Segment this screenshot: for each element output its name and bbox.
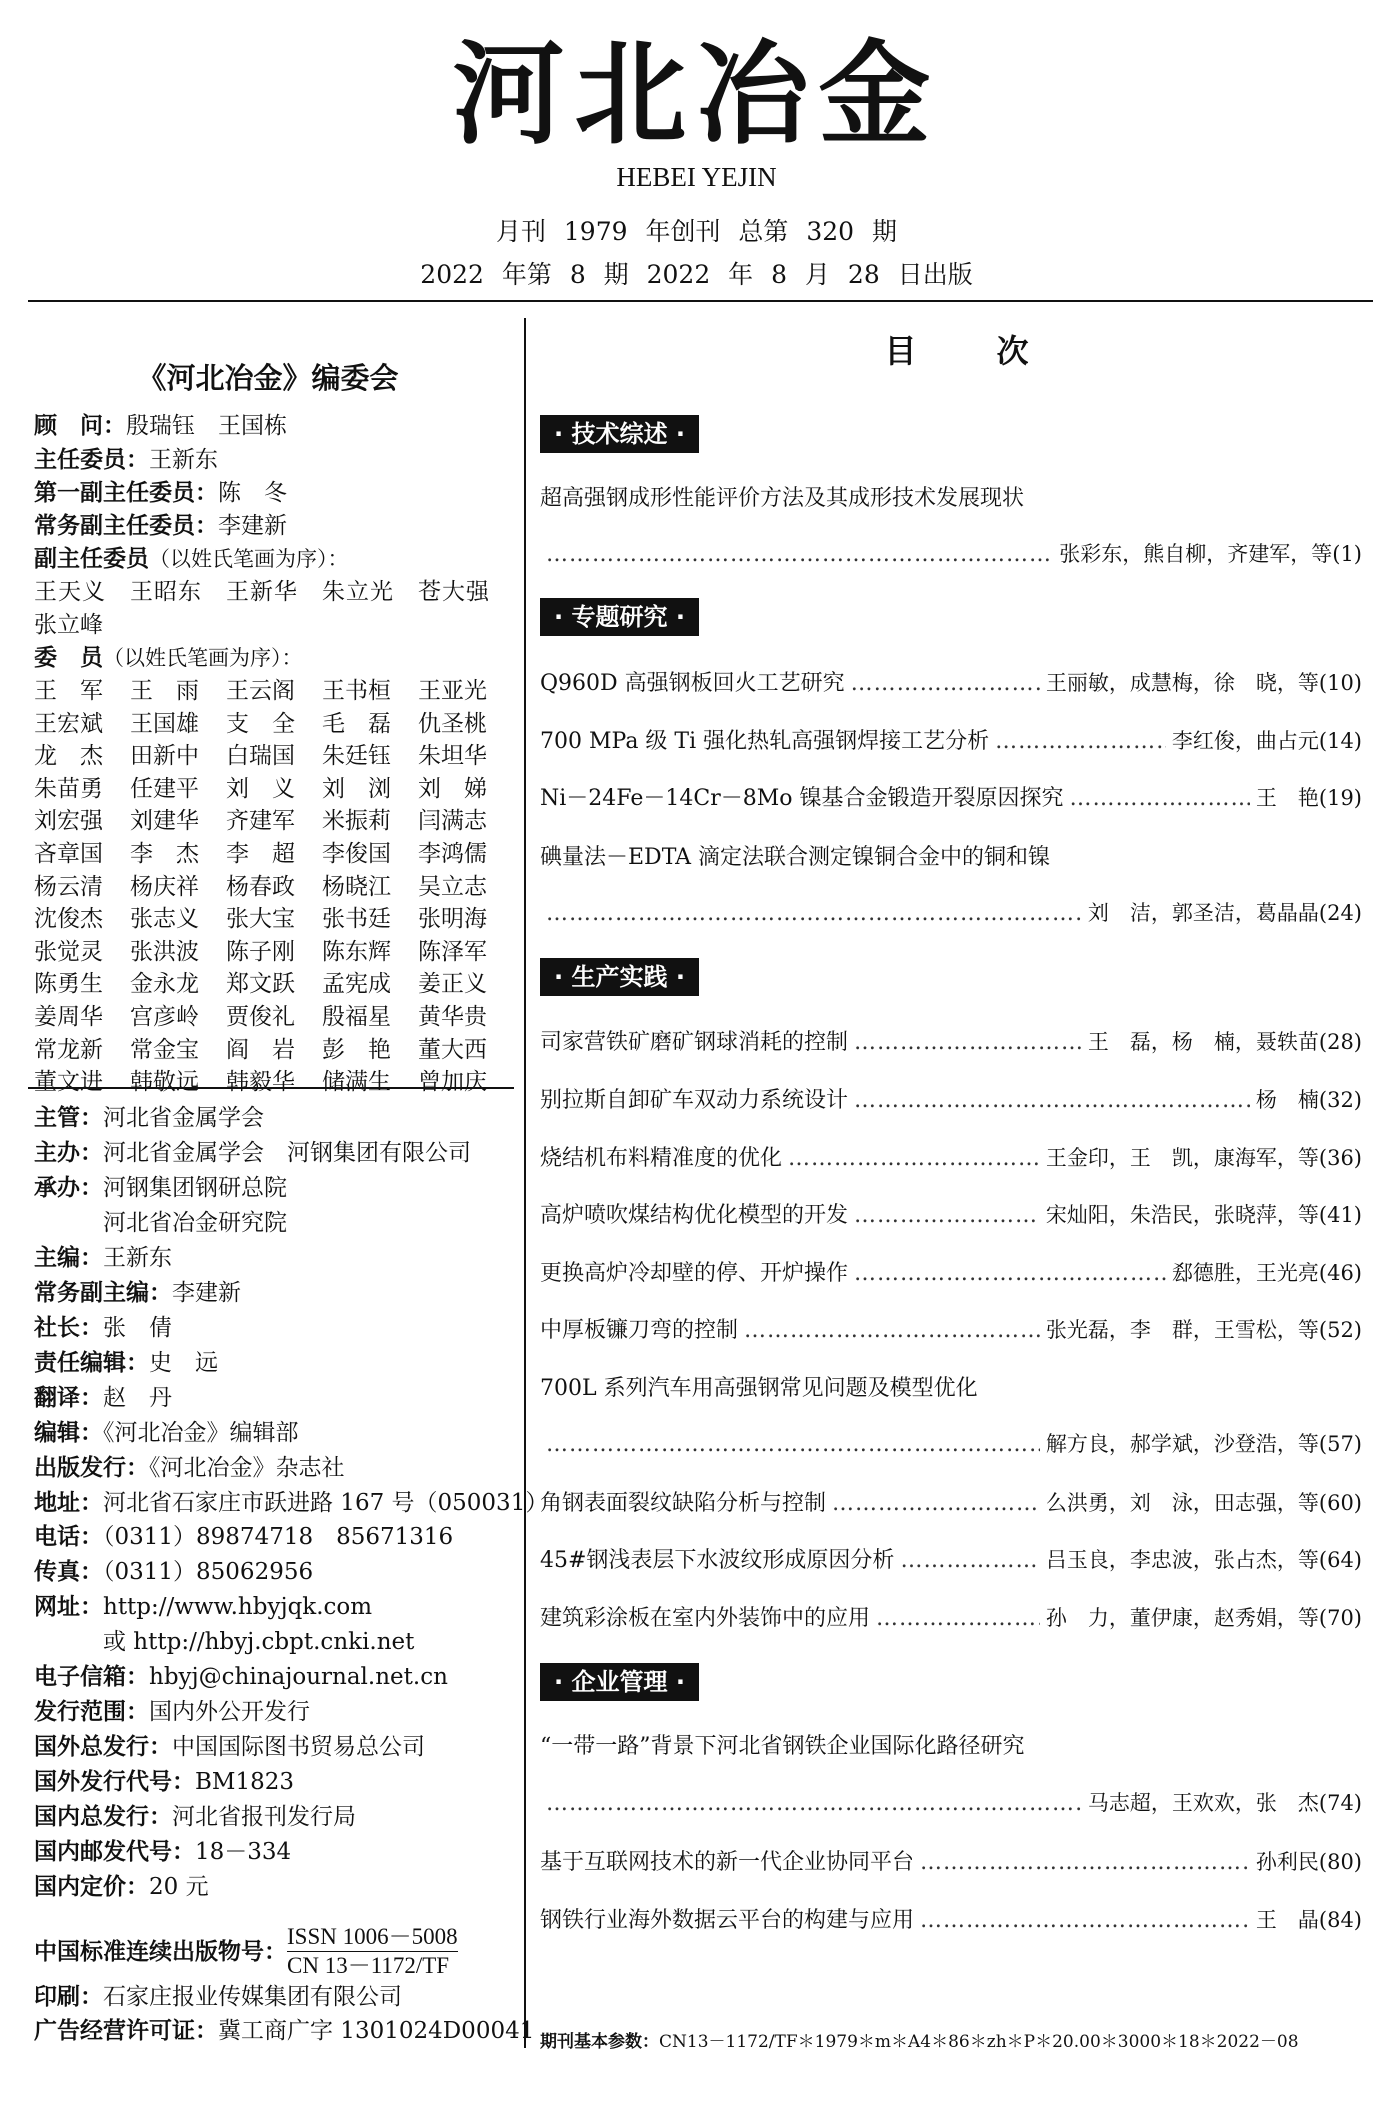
member-name: 朱苗勇: [34, 775, 103, 802]
info-label: 出版发行：: [34, 1454, 149, 1481]
info-value: 《河北冶金》编辑部: [103, 1419, 299, 1446]
member-name: 刘建华: [130, 808, 199, 835]
info-row: [34, 1243, 172, 1273]
toc-entry-16-title[interactable]: “一带一路”背景下河北省钢铁企业国际化路径研究: [540, 1734, 1025, 1759]
entry-authors: 吕玉良，李忠波，张占杰，等(64): [1045, 1548, 1362, 1572]
info-label: 国外发行代号：: [34, 1769, 195, 1796]
info-row: [34, 1453, 345, 1483]
print-row: [34, 1982, 402, 2012]
board-title: 《河北冶金》编委会: [137, 361, 399, 395]
member-name: 殷福星: [322, 1003, 391, 1030]
member-name: 董大西: [418, 1036, 487, 1063]
members-grid: [34, 675, 514, 1099]
toc-entry-1-title[interactable]: 超高强钢成形性能评价方法及其成形技术发展现状: [540, 486, 1025, 511]
entry-title: Q960D 高强钢板回火工艺研究: [540, 671, 845, 696]
member-name: 沈俊杰: [34, 906, 103, 933]
entry-authors: 孙利民(80): [1255, 1850, 1362, 1874]
info-value: 赵 丹: [103, 1384, 172, 1411]
toc-entry-10[interactable]: [540, 1256, 1362, 1287]
info-value: （0311）85062956: [103, 1559, 314, 1586]
info-row: [34, 1418, 299, 1448]
journal-parameters: [540, 2027, 1299, 2052]
member-name: 杨晓江: [322, 873, 391, 900]
info-label: 主办：: [34, 1140, 103, 1166]
info-label: 编辑：: [34, 1419, 103, 1446]
toc-entry-12[interactable]: [540, 1428, 1362, 1458]
vice-label: 副主任委员: [34, 546, 149, 572]
exec-vice-label: 常务副主任委员：: [34, 513, 218, 539]
member-name: 陈子刚: [226, 938, 295, 965]
params-label: 期刊基本参数：: [540, 2032, 659, 2052]
section-special-research: · 专题研究 ·: [540, 598, 699, 636]
member-name: 张明海: [418, 906, 487, 933]
info-value: 史 远: [149, 1349, 218, 1376]
info-row: [34, 1557, 313, 1587]
print-value: 石家庄报业传媒集团有限公司: [103, 1984, 402, 2010]
member-name: 金永龙: [130, 971, 199, 998]
toc-entry-4[interactable]: [540, 781, 1362, 812]
info-row: [34, 1208, 287, 1238]
section-tech-review: · 技术综述 ·: [540, 415, 699, 453]
info-value: 王新东: [103, 1244, 172, 1271]
member-name: 刘 娣: [418, 775, 487, 802]
members-label: 委 员: [34, 645, 103, 671]
info-row: [34, 1592, 372, 1622]
info-value: BM1823: [195, 1769, 294, 1796]
ad-row: [34, 2016, 534, 2046]
toc-entry-17[interactable]: [540, 1845, 1362, 1876]
journal-subtitle: HEBEI YEJIN: [616, 162, 777, 192]
info-label: 国内定价：: [34, 1873, 149, 1900]
member-name: 常金宝: [130, 1036, 199, 1063]
member-name: 阎 岩: [226, 1036, 295, 1063]
member-name: 支 全: [226, 710, 295, 737]
toc-title: 目次: [884, 332, 1109, 370]
member-name: 任建平: [130, 775, 199, 802]
info-value: 河北省金属学会: [103, 1105, 264, 1131]
info-label: 电话：: [34, 1524, 103, 1551]
info-label: 电子信箱：: [34, 1664, 149, 1691]
member-name: 王书桓: [322, 678, 391, 704]
info-label: 国外总发行：: [34, 1734, 172, 1761]
top-divider: [28, 300, 1373, 302]
info-row: [34, 1488, 548, 1518]
chair-row: [34, 445, 218, 475]
toc-entry-2[interactable]: [540, 666, 1362, 697]
info-value: 张 倩: [103, 1314, 172, 1341]
info-row: [34, 1103, 264, 1133]
vice-header-row: [34, 544, 349, 574]
issn-block: [287, 1923, 458, 1980]
leader-dots: [920, 1850, 1250, 1875]
leader-dots: [854, 1088, 1250, 1113]
toc-entry-12-title[interactable]: 700L 系列汽车用高强钢常见问题及模型优化: [540, 1376, 978, 1401]
entry-authors: 张光磊，李 群，王雪松，等(52): [1045, 1318, 1362, 1342]
info-row: [34, 1627, 414, 1657]
member-name: 彭 艳: [322, 1036, 391, 1063]
info-label: 翻译：: [34, 1384, 103, 1411]
section-enterprise-management: · 企业管理 ·: [540, 1663, 699, 1701]
info-label: 常务副主编：: [34, 1279, 172, 1306]
info-value: http://www.hbyjqk.com: [103, 1594, 373, 1621]
entry-title: 中厚板镰刀弯的控制: [540, 1318, 739, 1343]
info-row: [34, 1522, 453, 1552]
member-name: 黄华贵: [418, 1003, 487, 1030]
info-row: [34, 1802, 356, 1832]
member-name: 郑文跃: [226, 971, 295, 998]
leader-dots: [900, 1548, 1039, 1573]
member-name: 刘 义: [226, 775, 295, 802]
issue-info-line2: 2022 年第 8 期 2022 年 8 月 28 日出版: [420, 260, 973, 289]
issue-info-line1: 月刊 1979 年创刊 总第 320 期: [495, 217, 898, 246]
leader-dots: [832, 1491, 1040, 1516]
toc-entry-1[interactable]: [540, 538, 1362, 568]
vice-line-1: 王天义 王昭东 王新华 朱立光 苍大强: [34, 579, 490, 605]
info-value: 李建新: [172, 1279, 241, 1306]
toc-entry-8[interactable]: [540, 1141, 1362, 1172]
info-row: [34, 1313, 172, 1343]
info-row: [34, 1383, 172, 1413]
member-name: 李 超: [226, 840, 295, 867]
leader-dots: [920, 1908, 1250, 1933]
member-name: 贾俊礼: [226, 1003, 295, 1030]
leader-dots: [1069, 786, 1249, 811]
member-name: 常龙新: [34, 1036, 103, 1063]
member-name: 陈泽军: [418, 938, 487, 965]
cn-number: CN 13－1172/TF: [287, 1953, 450, 1978]
toc-entry-15[interactable]: [540, 1601, 1362, 1632]
member-name: 张大宝: [226, 906, 295, 933]
entry-title: 司家营铁矿磨矿钢球消耗的控制: [540, 1030, 849, 1055]
issn-label: 中国标准连续出版物号：: [34, 1938, 287, 1965]
member-name: 王云阁: [226, 678, 295, 704]
info-row: [34, 1278, 241, 1308]
entry-authors: 张彩东，熊自柳，齐建军，等(1): [1059, 542, 1362, 566]
leader-dots: [546, 1791, 1082, 1816]
leader-dots: [854, 1261, 1166, 1286]
member-name: 齐建军: [226, 808, 295, 835]
entry-title: 角钢表面裂纹缺陷分析与控制: [540, 1491, 827, 1516]
member-name: 米振莉: [322, 808, 391, 835]
info-value: 中国国际图书贸易总公司: [172, 1734, 425, 1761]
leader-dots: [788, 1146, 1040, 1171]
member-name: 李俊国: [322, 840, 391, 867]
info-value: 国内外公开发行: [149, 1699, 310, 1726]
first-vice-row: [34, 478, 287, 508]
member-name: 仇圣桃: [418, 710, 487, 737]
member-name: 陈勇生: [34, 971, 103, 998]
section-production-practice: · 生产实践 ·: [540, 958, 699, 996]
member-name: 杨春政: [226, 873, 295, 900]
entry-title: 烧结机布料精准度的优化: [540, 1146, 783, 1171]
entry-authors: 解方良，郝学斌，沙登浩，等(57): [1045, 1432, 1362, 1456]
member-name: 杨云清: [34, 873, 103, 900]
members-header-row: [34, 643, 303, 673]
member-name: 韩毅华: [226, 1069, 295, 1096]
entry-authors: 宋灿阳，朱浩民，张晓萍，等(41): [1045, 1203, 1362, 1227]
info-label: 网址：: [34, 1594, 103, 1621]
leader-dots: [744, 1318, 1040, 1343]
info-row: [34, 1767, 294, 1797]
member-name: 曾加庆: [418, 1069, 487, 1096]
ad-value: 冀工商广字 1301024D00041: [218, 2018, 535, 2044]
member-name: 闫满志: [418, 808, 487, 835]
leader-dots: [546, 901, 1082, 926]
toc-entry-3[interactable]: [540, 724, 1362, 755]
entry-title: 别拉斯自卸矿车双动力系统设计: [540, 1088, 849, 1113]
info-label: 社长：: [34, 1314, 103, 1341]
entry-authors: 王 晶(84): [1255, 1908, 1362, 1932]
member-name: 田新中: [130, 743, 199, 770]
info-label: 责任编辑：: [34, 1349, 149, 1376]
info-row: [34, 1662, 448, 1692]
column-divider: [524, 318, 526, 2048]
member-name: 吝章国: [34, 840, 103, 867]
member-name: 韩敬远: [130, 1069, 199, 1096]
info-value: 20 元: [149, 1873, 209, 1900]
toc-entry-13[interactable]: [540, 1486, 1362, 1517]
member-name: 王 军: [34, 678, 103, 704]
member-name: 董文进: [34, 1069, 103, 1096]
member-name: 王 雨: [130, 678, 199, 704]
leader-dots: [995, 729, 1166, 754]
info-value: 河北省冶金研究院: [34, 1209, 287, 1236]
info-value: 或 http://hbyj.cbpt.cnki.net: [34, 1629, 415, 1656]
toc-entry-7[interactable]: [540, 1083, 1362, 1114]
info-row: [34, 1348, 218, 1378]
entry-title: 钢铁行业海外数据云平台的构建与应用: [540, 1908, 915, 1933]
entry-authors: 王丽敏，成慧梅，徐 晓，等(10): [1045, 671, 1362, 695]
advisor-label: 顾 问：: [34, 413, 126, 439]
member-name: 张志义: [130, 906, 199, 933]
leader-dots: [851, 671, 1040, 696]
leader-dots: [854, 1203, 1040, 1228]
advisor-value: 殷瑞钰 王国栋: [126, 413, 287, 439]
info-value: （0311）89874718 85671316: [103, 1524, 454, 1551]
info-label: 地址：: [34, 1489, 103, 1516]
entry-title: 建筑彩涂板在室内外装饰中的应用: [540, 1606, 871, 1631]
issn-row: [34, 1923, 458, 1980]
member-name: 王国雄: [130, 710, 199, 737]
section-label: 企业管理: [571, 1668, 668, 1696]
member-name: 杨庆祥: [130, 873, 199, 900]
entry-title: 基于互联网技术的新一代企业协同平台: [540, 1850, 915, 1875]
info-row: [34, 1173, 287, 1203]
member-name: 姜周华: [34, 1003, 103, 1030]
entry-title: 45#钢浅表层下水波纹形成原因分析: [540, 1548, 895, 1573]
info-row: [34, 1837, 291, 1867]
entry-authors: 么洪勇，刘 泳，田志强，等(60): [1045, 1491, 1362, 1515]
first-vice-label: 第一副主任委员：: [34, 480, 218, 506]
exec-vice-row: [34, 511, 287, 541]
toc-entry-16[interactable]: [540, 1787, 1362, 1817]
section-label: 生产实践: [571, 963, 668, 991]
advisor-row: [34, 411, 287, 441]
member-name: 毛 磊: [322, 710, 391, 737]
entry-title: 更换高炉冷却壁的停、开炉操作: [540, 1261, 849, 1286]
info-row: [34, 1732, 425, 1762]
info-label: 主编：: [34, 1244, 103, 1271]
entry-title: Ni－24Fe－14Cr－8Mo 镍基合金锻造开裂原因探究: [540, 786, 1064, 811]
toc-entry-11[interactable]: [540, 1313, 1362, 1344]
toc-entry-18[interactable]: [540, 1903, 1362, 1934]
info-row: [34, 1697, 310, 1727]
print-label: 印刷：: [34, 1984, 103, 2010]
vice-note: （以姓氏笔画为序）：: [149, 547, 349, 571]
entry-title: 700 MPa 级 Ti 强化热轧高强钢焊接工艺分析: [540, 729, 990, 754]
entry-authors: 王 磊，杨 楠，聂轶苗(28): [1087, 1030, 1362, 1054]
entry-title: 高炉喷吹煤结构优化模型的开发: [540, 1203, 849, 1228]
info-label: 国内邮发代号：: [34, 1839, 195, 1865]
member-name: 刘宏强: [34, 808, 103, 835]
info-label: 国内总发行：: [34, 1804, 172, 1830]
member-name: 刘 浏: [322, 775, 391, 802]
toc-entry-9[interactable]: [540, 1198, 1362, 1229]
leader-dots: [546, 542, 1053, 567]
leader-dots: [546, 1432, 1040, 1457]
member-name: 姜正义: [418, 971, 487, 998]
entry-authors: 刘 洁，郭圣洁，葛晶晶(24): [1087, 901, 1362, 925]
member-name: 张洪波: [130, 938, 199, 965]
member-name: 宫彦岭: [130, 1003, 199, 1030]
toc-entry-5-title[interactable]: 碘量法－EDTA 滴定法联合测定镍铜合金中的铜和镍: [540, 845, 1051, 870]
leader-dots: [854, 1030, 1082, 1055]
info-value: 河北省石家庄市跃进路 167 号（050031）: [103, 1489, 549, 1516]
entry-authors: 王 艳(19): [1255, 786, 1362, 810]
member-name: 朱廷钰: [322, 743, 391, 770]
member-name: 张书廷: [322, 906, 391, 933]
entry-authors: 郄德胜，王光亮(46): [1171, 1261, 1362, 1285]
left-divider: [28, 1087, 514, 1089]
members-note: （以姓氏笔画为序）：: [103, 646, 303, 670]
vice-line-2: 张立峰: [34, 612, 103, 638]
toc-entry-14[interactable]: [540, 1543, 1362, 1574]
info-value: 《河北冶金》杂志社: [149, 1454, 345, 1481]
info-label: 传真：: [34, 1559, 103, 1586]
chair-value: 王新东: [149, 447, 218, 473]
member-name: 吴立志: [418, 873, 487, 900]
entry-authors: 王金印，王 凯，康海军，等(36): [1045, 1146, 1362, 1170]
member-name: 李鸿儒: [418, 840, 487, 867]
toc-entry-5[interactable]: [540, 897, 1362, 927]
params-value: CN13－1172/TF＊1979＊m＊A4＊86＊zh＊P＊20.00＊3000＊18＊2022－08: [659, 2032, 1299, 2052]
info-row: [34, 1872, 209, 1902]
member-name: 白瑞国: [226, 743, 295, 770]
info-row: [34, 1138, 471, 1168]
section-label: 技术综述: [571, 420, 668, 448]
info-value: 河北省金属学会 河钢集团有限公司: [103, 1140, 471, 1166]
chair-label: 主任委员：: [34, 447, 149, 473]
issn-number: ISSN 1006－5008: [287, 1923, 458, 1952]
entry-authors: 马志超，王欢欢，张 杰(74): [1087, 1791, 1362, 1815]
member-name: 朱坦华: [418, 743, 487, 770]
leader-dots: [876, 1606, 1040, 1631]
info-value: hbyj@chinajournal.net.cn: [149, 1664, 448, 1691]
member-name: 王宏斌: [34, 710, 103, 737]
entry-authors: 孙 力，董伊康，赵秀娟，等(70): [1045, 1606, 1362, 1630]
member-name: 李 杰: [130, 840, 199, 867]
member-name: 储满生: [322, 1069, 391, 1096]
member-name: 龙 杰: [34, 743, 103, 770]
member-name: 陈东辉: [322, 938, 391, 965]
member-name: 张觉灵: [34, 938, 103, 965]
info-label: 承办：: [34, 1174, 103, 1201]
entry-authors: 杨 楠(32): [1255, 1088, 1362, 1112]
first-vice-value: 陈 冬: [218, 480, 287, 506]
info-label: 发行范围：: [34, 1699, 149, 1726]
info-value: 河北省报刊发行局: [172, 1804, 356, 1830]
entry-authors: 李红俊，曲占元(14): [1171, 729, 1362, 753]
member-name: 王亚光: [418, 678, 487, 704]
info-label: 主管：: [34, 1105, 103, 1131]
ad-label: 广告经营许可证：: [34, 2018, 218, 2044]
member-name: 孟宪成: [322, 971, 391, 998]
journal-logo: 河北冶金: [452, 29, 941, 160]
section-label: 专题研究: [571, 603, 668, 631]
exec-vice-value: 李建新: [218, 513, 287, 539]
toc-entry-6[interactable]: [540, 1025, 1362, 1056]
info-value: 河钢集团钢研总院: [103, 1174, 287, 1201]
info-value: 18－334: [195, 1839, 292, 1865]
